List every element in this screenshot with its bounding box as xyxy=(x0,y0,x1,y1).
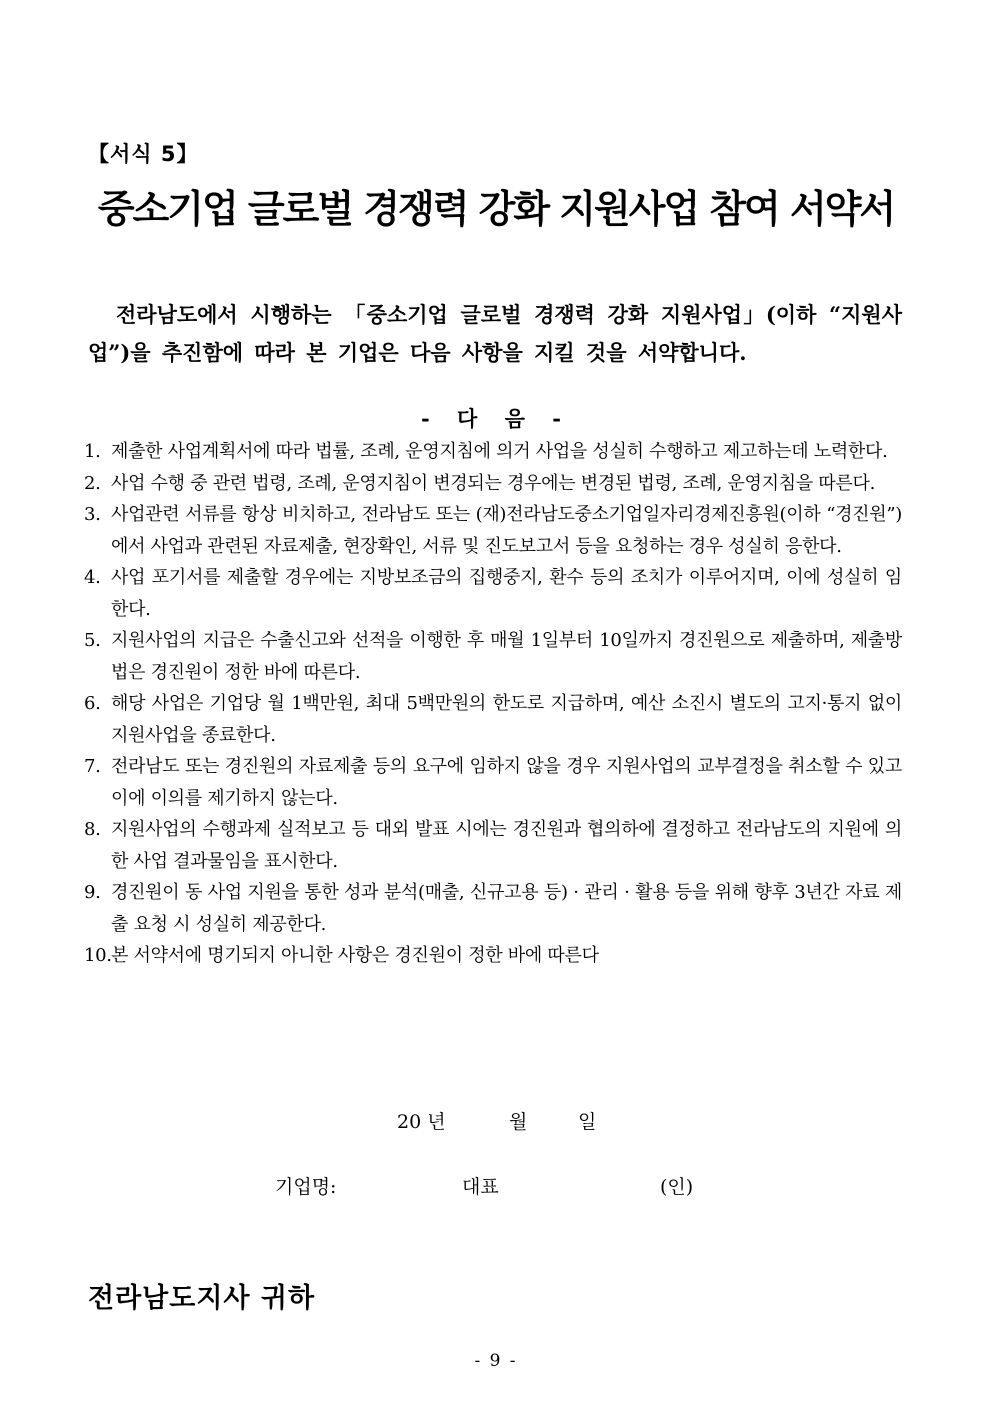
item-text: 해당 사업은 기업당 월 1백만원, 최대 5백만원의 한도로 지급하며, 예산 소진시 별도의 고지·통지 없이 지원사업을 종료한다. xyxy=(111,693,902,746)
date-year: 20 년 xyxy=(397,1111,446,1133)
item-number: 8. xyxy=(84,819,101,840)
item-text: 사업 수행 중 관련 법령, 조례, 운영지침이 변경되는 경우에는 변경된 법령, 조례, 운영지침을 따른다. xyxy=(111,472,876,494)
list-item xyxy=(84,940,902,972)
item-text: 전라남도 또는 경진원의 자료제출 등의 요구에 임하지 않을 경우 지원사업의 교부결정을 취소할 수 있고 이에 이의를 제기하지 않는다. xyxy=(111,756,902,809)
document-title: 중소기업 글로벌 경쟁력 강화 지원사업 참여 서약서 xyxy=(97,187,895,231)
list-item xyxy=(84,436,902,468)
item-text: 사업관련 서류를 항상 비치하고, 전라남도 또는 (재)전라남도중소기업일자리경제진흥원(이하 “경진원”)에서 사업과 관련된 자료제출, 현장확인, 서류 및 진도보고서 등을 요청하는 경우 성실히 응한다. xyxy=(111,504,902,557)
form-number: 【서식 5】 xyxy=(88,142,199,166)
list-item xyxy=(84,625,902,688)
item-text: 경진원이 동 사업 지원을 통한 성과 분석(매출, 신규고용 등) · 관리 · 활용 등을 위해 향후 3년간 자료 제출 요청 시 성실히 제공한다. xyxy=(111,882,902,935)
item-number: 4. xyxy=(84,567,101,588)
item-text: 지원사업의 지급은 수출신고와 선적을 이행한 후 매월 1일부터 10일까지 경진원으로 제출하며, 제출방법은 경진원이 정한 바에 따른다. xyxy=(111,630,902,683)
item-number: 7. xyxy=(84,756,101,777)
item-number: 9. xyxy=(84,882,101,903)
item-text: 제출한 사업계획서에 따라 법률, 조례, 운영지침에 의거 사업을 성실히 수행하고 제고하는데 노력한다. xyxy=(111,441,888,462)
list-item xyxy=(84,499,902,562)
company-name-label: 기업명: xyxy=(275,1176,337,1198)
item-text: 사업 포기서를 제출할 경우에는 지방보조금의 집행중지, 환수 등의 조치가 이루어지며, 이에 성실히 임한다. xyxy=(111,567,902,620)
representative-label: 대표 xyxy=(462,1176,499,1198)
section-heading: - 다 음 - xyxy=(421,406,571,431)
item-text: 지원사업의 수행과제 실적보고 등 대외 발표 시에는 경진원과 협의하에 결정하고 전라남도의 지원에 의한 사업 결과물임을 표시한다. xyxy=(111,819,902,872)
item-number: 5. xyxy=(84,630,101,651)
page-number: - 9 - xyxy=(474,1351,518,1371)
date-line xyxy=(0,1107,992,1137)
list-item xyxy=(84,688,902,751)
list-item xyxy=(84,751,902,814)
addressee: 전라남도지사 귀하 xyxy=(88,1283,316,1314)
pledge-list xyxy=(84,436,902,972)
intro-paragraph: 전라남도에서 시행하는 「중소기업 글로벌 경쟁력 강화 지원사업」(이하 “지원사업”)을 추진함에 따라 본 기업은 다음 사항을 지킬 것을 서약합니다. xyxy=(88,302,902,365)
item-number: 2. xyxy=(84,472,101,494)
list-item xyxy=(84,468,902,500)
item-number: 1. xyxy=(84,441,101,462)
list-item xyxy=(84,562,902,625)
item-number: 6. xyxy=(84,693,101,714)
signature-line xyxy=(0,1172,992,1202)
date-month: 월 xyxy=(509,1111,528,1133)
item-number: 3. xyxy=(84,504,101,525)
list-item xyxy=(84,877,902,940)
seal-label: (인) xyxy=(660,1176,694,1198)
list-item xyxy=(84,814,902,877)
item-text: 본 서약서에 명기되지 아니한 사항은 경진원이 정한 바에 따른다 xyxy=(111,945,599,966)
item-number: 10. xyxy=(84,945,112,966)
date-day: 일 xyxy=(578,1111,597,1133)
